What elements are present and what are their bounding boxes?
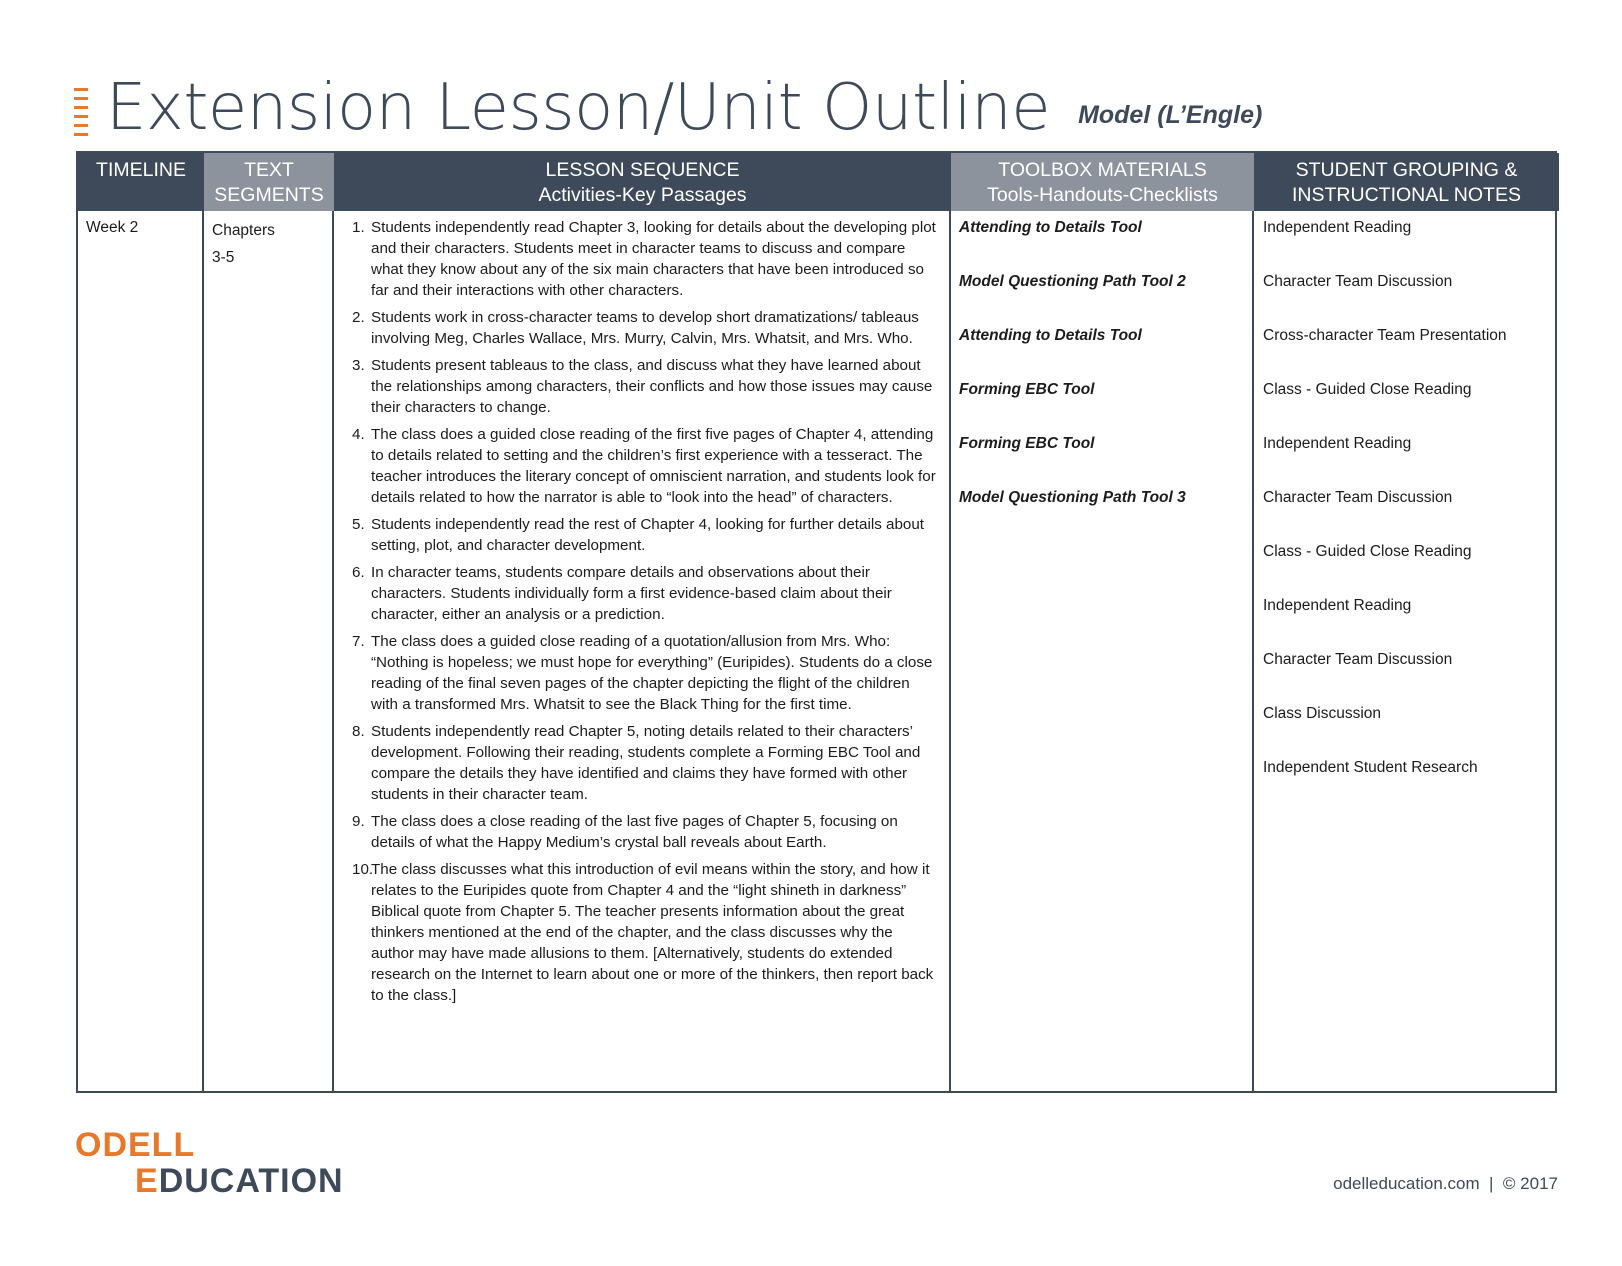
odell-education-logo xyxy=(75,1127,344,1199)
lesson-item xyxy=(352,514,939,556)
tool-item: Attending to Details Tool xyxy=(959,219,1142,236)
lesson-sequence-cell xyxy=(334,211,951,1091)
lesson-text: Students independently read the rest of Chapter 4, looking for further details about setting, plot, and character development. xyxy=(371,516,925,554)
header-text-segments xyxy=(204,153,334,211)
segments-range: 3-5 xyxy=(212,249,235,266)
grouping-note-item: Independent Reading xyxy=(1263,597,1412,614)
grouping-note-item: Character Team Discussion xyxy=(1263,273,1453,290)
lesson-item xyxy=(352,562,939,625)
lesson-number: 7. xyxy=(352,633,365,650)
logo-line2-rest: DUCATION xyxy=(158,1162,344,1200)
header-segments-line2: SEGMENTS xyxy=(214,184,324,206)
lesson-item xyxy=(352,811,939,853)
lesson-list xyxy=(334,211,949,1006)
lesson-number: 6. xyxy=(352,564,365,581)
lesson-text: The class does a guided close reading of the first five pages of Chapter 4, attending to details related to setting and the children’s first experience with a tesseract. The teacher introduces the literary concept of omniscient narration, and students look for details related to how the narrator is able to “look into the head” of characters. xyxy=(371,426,936,506)
header-student-grouping xyxy=(1254,153,1559,211)
lesson-text: Students work in cross-character teams to develop short dramatizations/ tableaus involving Meg, Charles Wallace, Mrs. Murry, Calvin, Mrs. Whatsit, and Mrs. Who. xyxy=(371,309,919,347)
header-toolbox-materials xyxy=(951,153,1254,211)
lesson-number: 4. xyxy=(352,426,365,443)
footer-site-copyright: odelleducation.com | © 2017 xyxy=(1333,1174,1558,1193)
header-toolbox-line1: TOOLBOX MATERIALS xyxy=(998,159,1207,181)
lesson-number: 9. xyxy=(352,813,365,830)
lesson-text: Students present tableaus to the class, and discuss what they have learned about the relationships among characters, their conflicts and how those issues may cause their characters to change. xyxy=(371,357,933,416)
lesson-number: 2. xyxy=(352,309,365,326)
header-lesson-sequence xyxy=(334,153,951,211)
toolbox-cell xyxy=(951,211,1254,1091)
lesson-number: 3. xyxy=(352,357,365,374)
header-lesson-line2: Activities-Key Passages xyxy=(538,184,747,206)
tool-item: Forming EBC Tool xyxy=(959,435,1095,452)
grouping-note-item: Class - Guided Close Reading xyxy=(1263,381,1472,398)
page-subtitle: Model (L’Engle) xyxy=(1078,101,1263,129)
header-timeline xyxy=(78,153,204,211)
segments-chapters: Chapters xyxy=(212,222,275,239)
tool-list xyxy=(951,211,1252,541)
lesson-number: 10. xyxy=(352,861,374,878)
grouping-note-item: Independent Reading xyxy=(1263,219,1412,236)
title-accent-marks xyxy=(74,88,88,136)
lesson-item xyxy=(352,721,939,805)
lesson-item xyxy=(352,307,939,349)
page-header xyxy=(74,64,1262,144)
lesson-item xyxy=(352,424,939,508)
grouping-note-item: Class Discussion xyxy=(1263,705,1382,722)
header-timeline-label: TIMELINE xyxy=(96,159,186,181)
lesson-text: The class discusses what this introduction of evil means within the story, and how it relates to the Euripides quote from Chapter 4 and the “light shineth in darkness” Biblical quote from Chapter 5. The teacher presents information about the great thinkers mentioned at the end of the chapter, and the class discusses why the author may have made allusions to them. [Alternatively, students do extended research on the Internet to learn about one or more of the thinkers, then report back to the class.] xyxy=(371,861,934,1004)
text-segments-cell xyxy=(204,211,334,1091)
lesson-number: 5. xyxy=(352,516,365,533)
grouping-note-item: Character Team Discussion xyxy=(1263,489,1453,506)
logo-line2 xyxy=(135,1163,344,1199)
header-segments-line1: TEXT xyxy=(244,159,294,181)
lesson-text: Students independently read Chapter 3, looking for details about the developing plot and their characters. Students meet in character teams to discuss and compare what they know about any of the six main characters that have been introduced so far and their interactions with other characters. xyxy=(371,219,936,299)
grouping-note-item: Class - Guided Close Reading xyxy=(1263,543,1472,560)
grouping-note-item: Independent Reading xyxy=(1263,435,1412,452)
lesson-item xyxy=(352,859,939,1006)
lesson-number: 1. xyxy=(352,219,365,236)
grouping-note-item: Cross-character Team Presentation xyxy=(1263,327,1507,344)
tool-item: Forming EBC Tool xyxy=(959,381,1095,398)
header-toolbox-line2: Tools-Handouts-Checklists xyxy=(987,184,1218,206)
lesson-text: The class does a close reading of the last five pages of Chapter 5, focusing on details of what the Happy Medium’s crystal ball reveals about Earth. xyxy=(371,813,898,851)
lesson-text: Students independently read Chapter 5, noting details related to their characters’ development. Following their reading, students complete a Forming EBC Tool and compare the details they have identified and claims they have formed with other students in their character team. xyxy=(371,723,921,803)
grouping-cell xyxy=(1254,211,1559,1091)
grouping-notes-list xyxy=(1254,211,1559,811)
lesson-item xyxy=(352,355,939,418)
lesson-text: In character teams, students compare details and observations about their characters. Students individually form a first evidence-based claim about their character, either an analysis or a prediction. xyxy=(371,564,892,623)
timeline-value: Week 2 xyxy=(86,219,139,236)
timeline-cell xyxy=(78,211,204,1091)
lesson-outline-table xyxy=(76,151,1557,1093)
lesson-number: 8. xyxy=(352,723,365,740)
lesson-text: The class does a guided close reading of a quotation/allusion from Mrs. Who: “Nothing is hopeless; we must hope for everything” (Euripides). Students do a close reading of the final seven pages of the chapter depicting the flight of the children with a transformed Mrs. Whatsit to see the Black Thing for the first time. xyxy=(371,633,933,713)
logo-line2-accent: E xyxy=(135,1162,159,1200)
logo-line1: ODELL xyxy=(75,1126,196,1164)
lesson-item xyxy=(352,217,939,301)
header-lesson-line1: LESSON SEQUENCE xyxy=(545,159,740,181)
lesson-item xyxy=(352,631,939,715)
grouping-note-item: Character Team Discussion xyxy=(1263,651,1453,668)
page-title: Extension Lesson/Unit Outline xyxy=(106,71,1051,145)
grouping-note-item: Independent Student Research xyxy=(1263,759,1478,776)
tool-item: Model Questioning Path Tool 3 xyxy=(959,489,1186,506)
header-grouping-line1: STUDENT GROUPING & xyxy=(1295,159,1518,181)
header-grouping-line2: INSTRUCTIONAL NOTES xyxy=(1292,184,1521,206)
tool-item: Attending to Details Tool xyxy=(959,327,1142,344)
tool-item: Model Questioning Path Tool 2 xyxy=(959,273,1186,290)
